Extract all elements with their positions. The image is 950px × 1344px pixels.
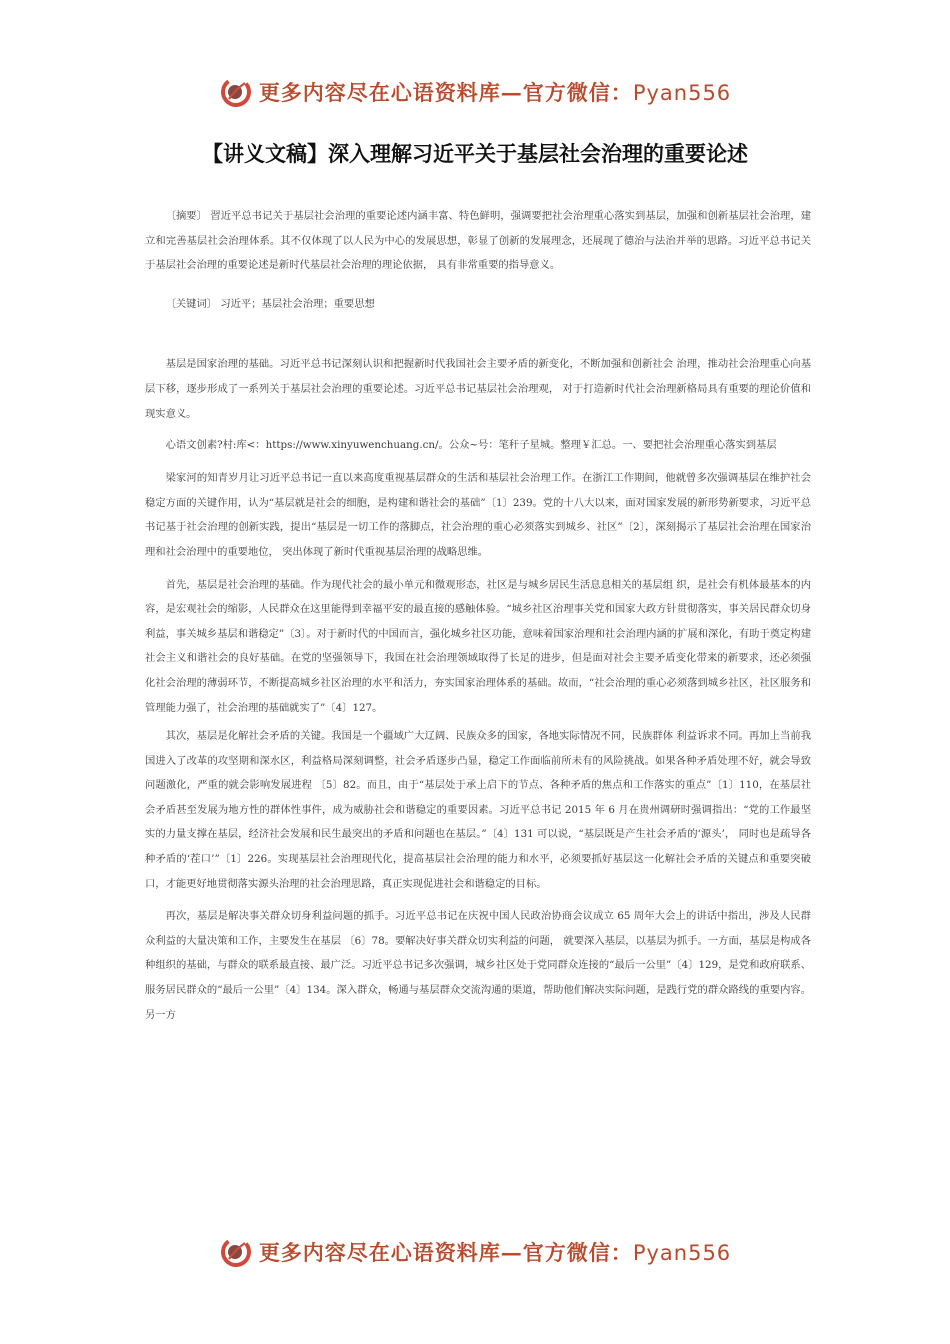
body-paragraph: 其次，基层是化解社会矛盾的关键。我国是一个疆域广大辽阔、民族众多的国家，各地实际情况不同，民族群体 利益诉求不同。再加上当前我国进入了改革的攻坚期和深水区，利益格局深刻调整，社会矛盾逐步凸显，稳定工作面临前所未有的风险挑战。如果各种矛盾处理不好，就会导致问题激化，严重的就会影响发展进程 〔5〕82。而且，由于“基层处于承上启下的节点、各种矛盾的焦点和工作落实的重点”〔1〕110，在基层社会矛盾甚至发展为地方性的群体性事件，成为威胁社会和谐稳定的重要因素。习近平总书记 2015 年 6 月在贵州调研时强调指出：“党的工作最坚实的力量支撑在基层，经济社会发展和民生最突出的矛盾和问题也在基层。”〔4〕131 可以说，“基层既是产生社会矛盾的‘源头’， 同时也是疏导各种矛盾的‘茬口’”〔1〕226。实现基层社会治理现代化，提高基层社会治理的能力和水平，必须要抓好基层这一化解社会矛盾的关键点和重要突破口，才能更好地贯彻落实源头治理的社会治理思路，真正实现促进社会和谐稳定的目标。 (145, 730, 811, 890)
keywords: 〔关键词〕 习近平；基层社会治理；重要思想 (165, 297, 375, 310)
abstract: 〔摘要〕 習近平总书记关于基层社会治理的重要论述内涵丰富、特色鲜明，强调要把社会治理重心落实到基层，加强和创新基层社会治理，建立和完善基层社会治理体系。其不仅体现了以人民为中心的发展思想，彰显了创新的发展理念，还展现了德治与法治并举的思路。习近平总书记关于基层社会治理的重要论述是新时代基层社会治理的理论依据， 具有非常重要的指导意义。 (145, 210, 811, 272)
header-banner (0, 72, 950, 112)
document-title: 【讲义文稿】深入理解习近平关于基层社会治理的重要论述 (202, 142, 748, 166)
document-body (145, 204, 811, 1027)
body-paragraph: 再次，基层是解决事关群众切身利益问题的抓手。习近平总书记在庆祝中国人民政治协商会议成立 65 周年大会上的讲话中指出，涉及人民群众利益的大量决策和工作，主要发生在基层 〔6〕78。要解决好事关群众切实利益的问题， 就要深入基层，以基层为抓手。一方面，基层是构成各种组织的基础，与群众的联系最直接、最广泛。习近平总书记多次强调，城乡社区处于党同群众连接的“最后一公里”〔4〕129，是党和政府联系、服务居民群众的“最后一公里”〔4〕134。深入群众，畅通与基层群众交流沟通的渠道，帮助他们解决实际问题，是践行党的群众路线的重要内容。另一方 (145, 910, 811, 1021)
footer-banner (0, 1232, 950, 1272)
wechat-id: Pyan556 (632, 1241, 732, 1265)
body-paragraph: 梁家河的知青岁月让习近平总书记一直以来高度重视基层群众的生活和基层社会治理工作。在浙江工作期间，他就曾多次强调基层在维护社会稳定方面的关键作用，认为“基层就是社会的细胞，是构建和谐社会的基础”〔1〕239。党的十八大以来，面对国家发展的新形势新要求，习近平总书记基于社会治理的创新实践，提出“基层是一切工作的落脚点，社会治理的重心必须落实到城乡、社区”〔2〕，深刻揭示了基层社会治理在国家治理和社会治理中的重要地位， 突出体现了新时代重视基层治理的战略思维。 (145, 472, 811, 558)
body-paragraph: 首先，基层是社会治理的基础。作为现代社会的最小单元和微观形态，社区是与城乡居民生活息息相关的基层组 织，是社会有机体最基本的内容，是宏观社会的缩影，人民群众在这里能得到幸福平安的最直接的感触体验。“城乡社区治理事关党和国家大政方针贯彻落实，事关居民群众切身利益，事关城乡基层和谐稳定”〔3〕。对于新时代的中国而言，强化城乡社区功能，意味着国家治理和社会治理内涵的扩展和深化，有助于奠定构建社会主义和谐社会的良好基础。在党的坚强领导下，我国在社会治理领域取得了长足的进步，但是面对社会主要矛盾变化带来的新要求，还必须强化社会治理的薄弱环节，不断提高城乡社区治理的水平和活力，夯实国家治理体系的基础。故而，“社会治理的重心必须落到城乡社区，社区服务和管理能力强了，社会治理的基础就实了”〔4〕127。 (145, 578, 811, 714)
source-note: 心语文创素?村:库<：https://www.xinyuwenchuang.cn/。公众~号：笔秆子星城。整理￥汇总。一、要把社会治理重心落实到基层 (165, 439, 777, 452)
brush-logo-icon (219, 75, 253, 109)
banner-text: 更多内容尽在心语资料库—官方微信：Pyan556 (258, 80, 732, 105)
banner-text: 更多内容尽在心语资料库—官方微信：Pyan556 (258, 1240, 732, 1265)
intro-paragraph: 基层是国家治理的基础。习近平总书记深刻认识和把握新时代我国社会主要矛盾的新变化，不断加强和创新社会 治理，推动社会治理重心向基层下移，逐步形成了一系列关于基层社会治理的重要论述。习近平总书记基层社会治理观， 对于打造新时代社会治理新格局具有重要的理论价值和现实意义。 (145, 358, 811, 420)
wechat-id: Pyan556 (632, 81, 732, 105)
brush-logo-icon (219, 1235, 253, 1269)
